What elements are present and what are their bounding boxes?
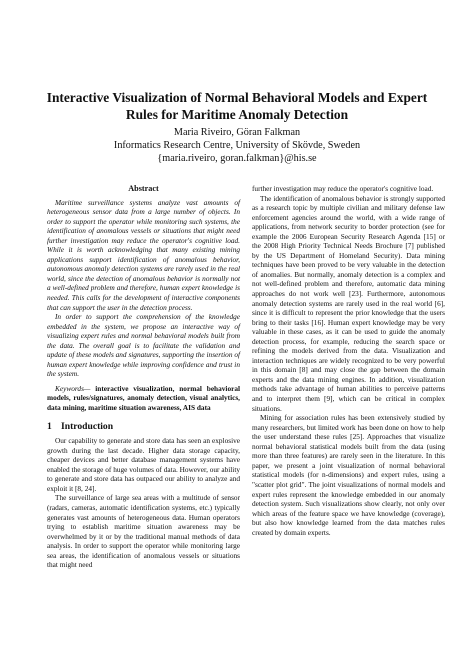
keywords-label: Keywords—	[55, 383, 91, 393]
author-affiliation: Informatics Research Centre, University of Skövde, Sweden	[113, 140, 361, 151]
author-email: {maria.riveiro, goran.falkman}@his.se	[157, 153, 317, 164]
intro-paragraph-2: The surveillance of large sea areas with a multitude of sensor (radars, cameras, automatic identification systems, etc.) typically generates vast amounts of heterogeneous data. Human operators trying to establish maritime situation awareness may be overwhelmed by it or by the traditional manual methods of data analysis. In order to support the operator while monitoring large sea areas, the identification of anomalous vessels or situations that might need	[47, 493, 240, 570]
section-title: Introduction	[61, 420, 114, 432]
intro-paragraph-continued: further investigation may reduce the operator's cognitive load.	[252, 184, 434, 193]
intro-paragraph-3: The identification of anomalous behavior is strongly supported as a research topic by multiple civilian and military defense law enforcement agencies around the world, with a wide range of applications, from network security to border protection (see for example the 2006 European Security Research Agenda [15] or the 2008 High Priority Technical Needs Brochure [7] published by the US Department of Homeland Security). Data mining techniques have been proved to be very valuable in the detection of anomalies. But normally, anomaly detection is a complex and not well-defined problem and therefore, automatic data mining approaches do not work well [23]. Furthermore, autonomous anomaly detection systems are rarely used in the real world [6], since it is difficult to represent the prior knowledge that the users bring to their tasks [16]. Human expert knowledge may be very valuable in these cases, as it can be used to guide the anomaly detection process, for example, reducing the search space or refining the models derived from the data. Visualization and interaction techniques are widely recognized to be very powerful in this domain [8] and may close the gap between the domain experts and the data mining engines. In addition, visualization methods take advantage of human abilities to perceive patterns and to interpret them [9], which can be critical in complex situations.	[252, 193, 445, 413]
abstract	[47, 184, 240, 379]
keywords	[47, 384, 240, 413]
abstract-paragraph-1: Maritime surveillance systems analyze vast amounts of heterogeneous sensor data from a large number of objects. In order to support the operator while monitoring such systems, the identification of anomalous vessels or situations that might need further investigation may reduce the operator's cognitive load. While it is worth acknowledging that many existing mining applications support identification of anomalous behavior, autonomous anomaly detection systems are rarely used in the real world, since the detection of anomalous behavior is normally not a well-defined problem and therefore, human expert knowledge is needed. This calls for the development of interactive components that can support the user in the detection process.	[47, 197, 240, 312]
left-column	[47, 184, 240, 570]
right-column	[252, 184, 445, 537]
intro-paragraph-1: Our capability to generate and store data has seen an explosive growth during the last decade. Higher data storage capacity, cheaper devices and better database management systems have enabled the storage of huge volumes of data. However, our ability to generate and store data has outpaced our ability to analyze and exploit it [8, 24].	[47, 436, 240, 493]
paper-title: Interactive Visualization of Normal Behavioral Models and Expert Rules for Maritime Anomaly Detection	[46, 90, 428, 122]
section-number: 1	[47, 420, 52, 432]
keywords-text: interactive visualization, normal behavioral models, rules/signatures, anomaly detection, visual analytics, data mining, maritime situation awareness, AIS data	[47, 383, 241, 413]
intro-paragraph-4: Mining for association rules has been extensively studied by many researchers, but limited work has been done on how to help the user understand these rules [25]. Approaches that visualize normal behavioral statistical models built from the data (using more than three features) are rarely seen in the literature. In this paper, we present a joint visualization of normal behavioral statistical models (for n-dimensions) and expert rules, using a "scatter plot grid". The joint visualizations of normal models and expert rules represent the knowledge embedded in our anomaly detection system. Such visualizations show clearly, not only over which areas of the feature space we have knowledge (coverage), but also how knowledge learned from the data matches rules created by domain experts.	[252, 413, 445, 537]
section-heading-introduction	[47, 422, 240, 432]
author-names: Maria Riveiro, Göran Falkman	[173, 127, 301, 138]
author-block	[30, 126, 444, 165]
abstract-paragraph-2: In order to support the comprehension of the knowledge embedded in the system, we propose an interactive way of visualizing expert rules and normal behavioral models built from the data. The overall goal is to facilitate the validation and update of these models and signatures, supporting the insertion of human expert knowledge while improving confidence and trust in the system.	[47, 312, 240, 379]
abstract-heading: Abstract	[128, 184, 159, 193]
